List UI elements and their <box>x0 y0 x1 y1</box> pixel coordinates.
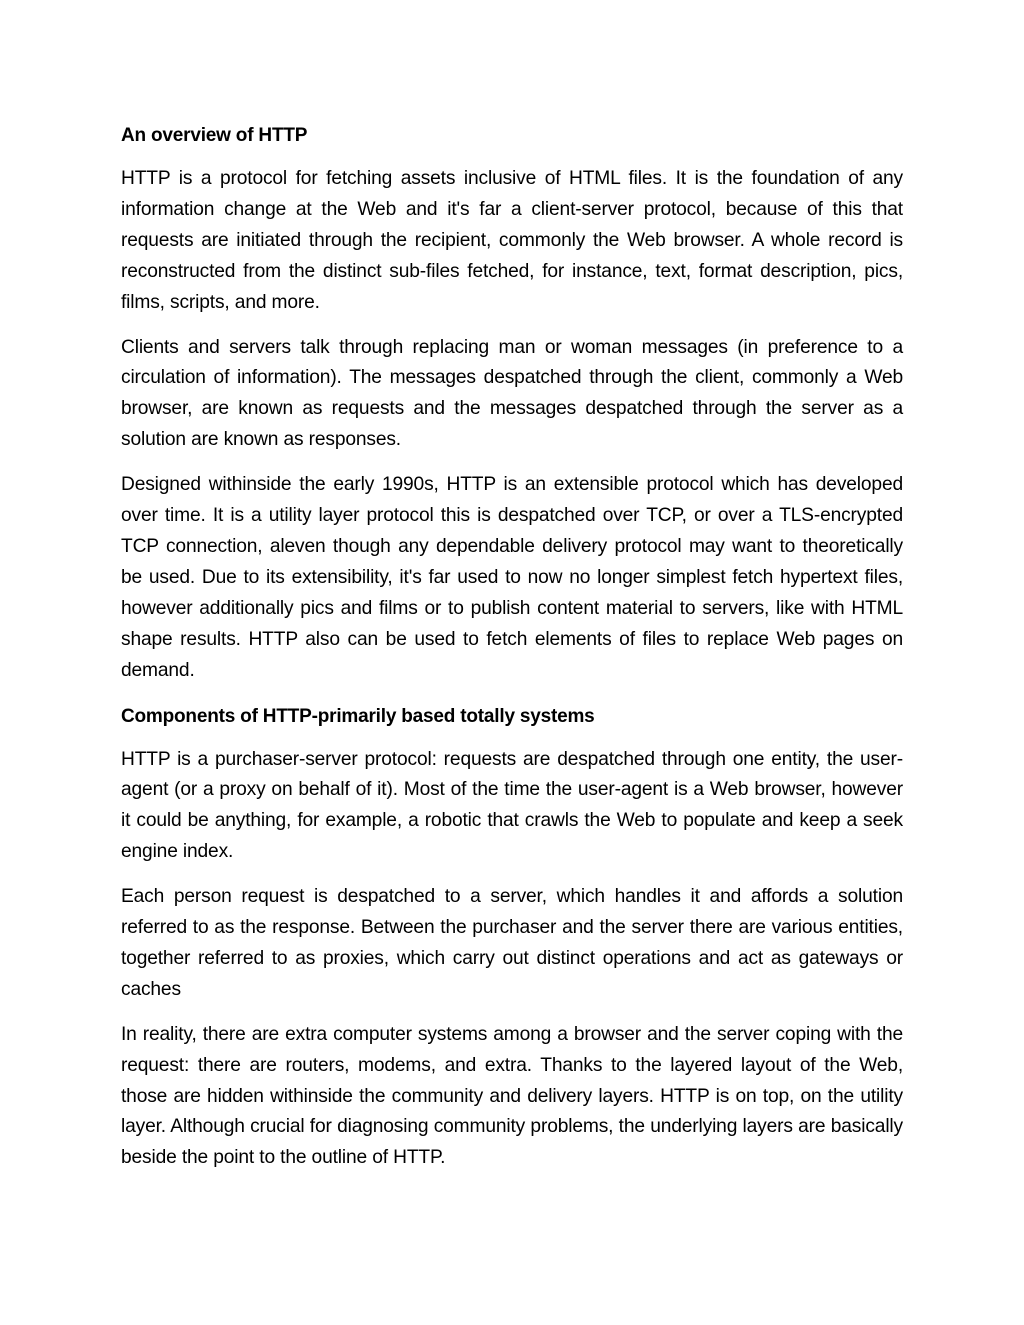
paragraph-history: Designed withinside the early 1990s, HTTP is an extensible protocol which has developed over time. It is a utility layer protocol this is despatched over TCP, or over a TLS-encrypted TCP connection, aleven though any dependable delivery protocol may want to theoretically be used. Due to its extensibility, it's far used to now no longer simplest fetch hypertext files, however additionally pics and films or to publish content material to servers, like with HTML shape results. HTTP also can be used to fetch elements of files to replace Web pages on demand. <box>121 474 903 681</box>
paragraph-http-intro: HTTP is a protocol for fetching assets inclusive of HTML files. It is the foundation of any information change at the Web and it's far a client-server protocol, because of this that requests are initiated through the recipient, commonly the Web browser. A whole record is reconstructed from the distinct sub-files fetched, for instance, text, format description, pics, films, scripts, and more. <box>121 168 903 313</box>
paragraph-proxies: Each person request is despatched to a server, which handles it and affords a solution referred to as the response. Between the purchaser and the server there are various entities, together referred to as proxies, which carry out distinct operations and act as gateways or caches <box>121 886 903 1000</box>
paragraph-layers: In reality, there are extra computer systems among a browser and the server coping with the request: there are routers, modems, and extra. Thanks to the layered layout of the Web, those are hidden withinside the community and delivery layers. HTTP is on top, on the utility layer. Although crucial for diagnosing community problems, the underlying layers are basically beside the point to the outline of HTTP. <box>121 1023 903 1169</box>
paragraph-messages: Clients and servers talk through replacing man or woman messages (in preference to a circulation of information). The messages despatched through the client, commonly a Web browser, are known as requests and the messages despatched through the server as a solution are known as responses. <box>121 336 903 451</box>
document-page <box>121 120 903 1188</box>
paragraph-user-agent: HTTP is a purchaser-server protocol: requests are despatched through one entity, the user-agent (or a proxy on behalf of it). Most of the time the user-agent is a Web browser, however it could be anything, for example, a robotic that crawls the Web to populate and keep a seek engine index. <box>121 748 903 863</box>
section-heading-components: Components of HTTP-primarily based totally systems <box>121 705 595 727</box>
section-heading-overview: An overview of HTTP <box>121 125 308 146</box>
